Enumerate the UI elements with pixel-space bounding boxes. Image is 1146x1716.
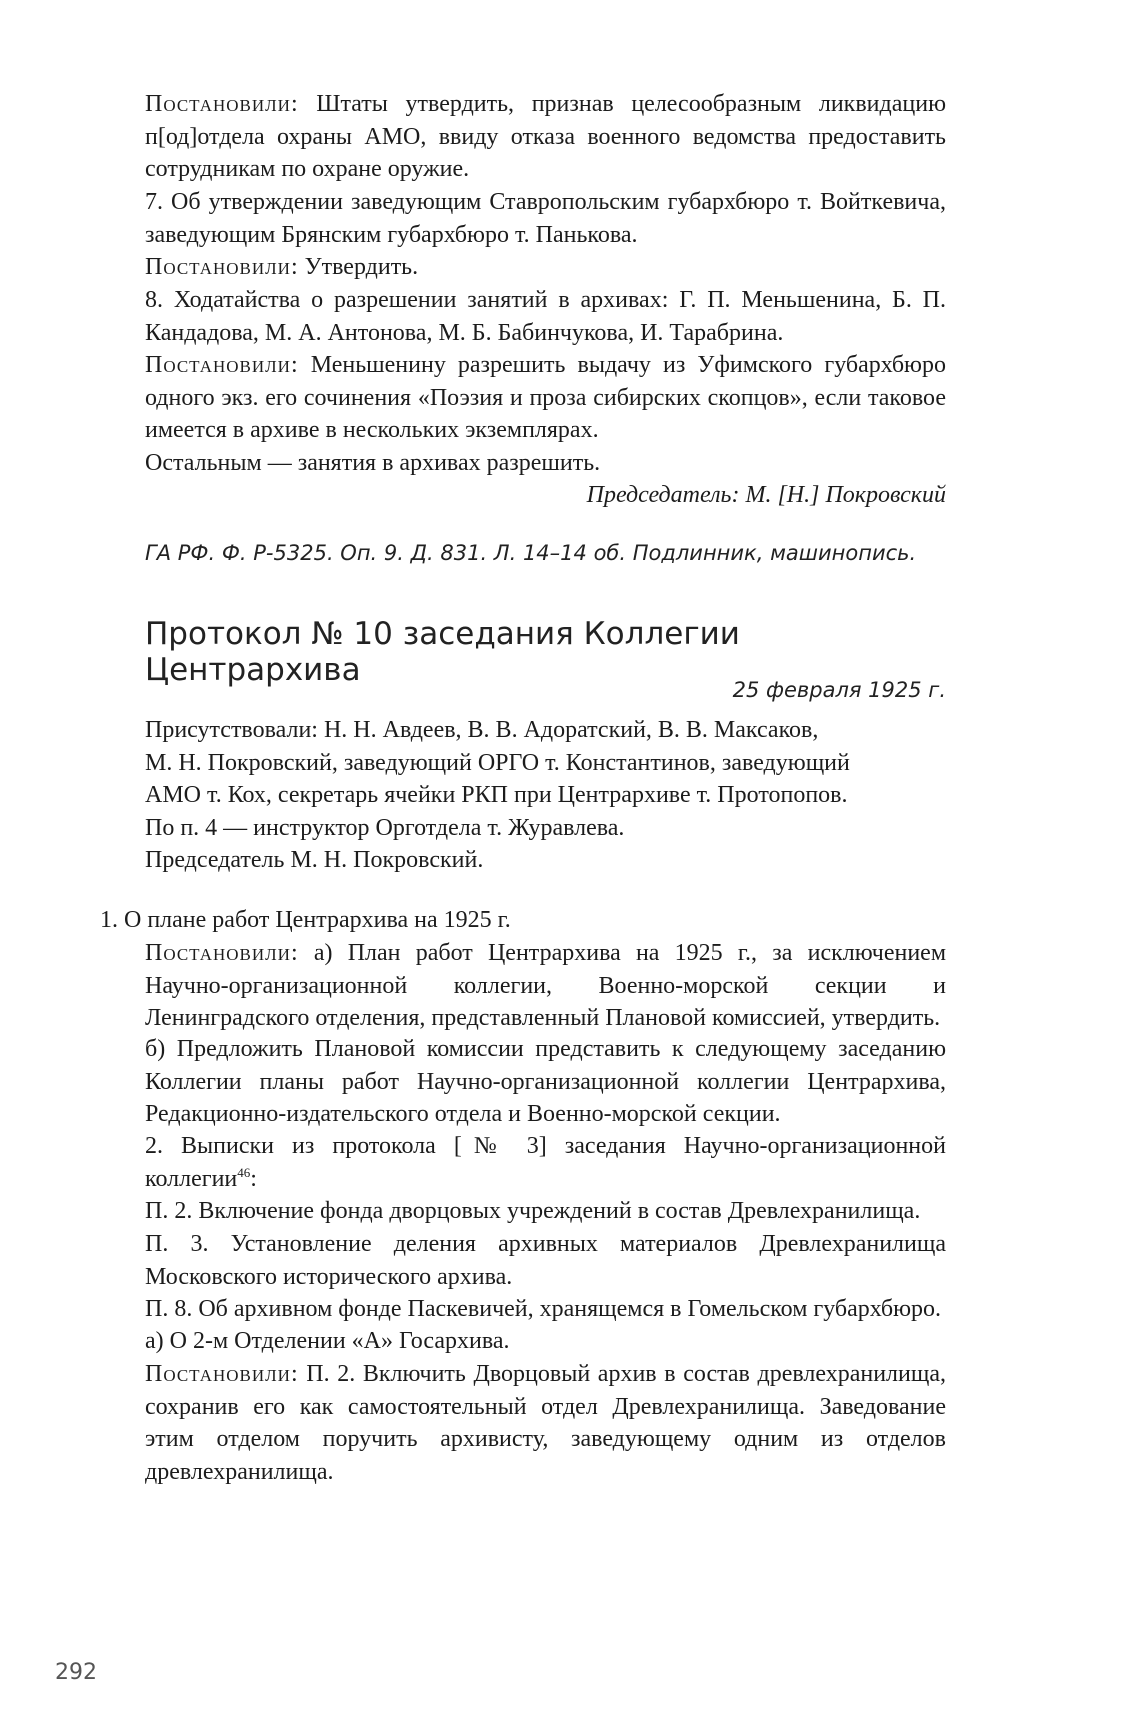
- point-a: а) О 2-м Отделении «А» Госархива.: [145, 1328, 510, 1354]
- resolved-label: Постановили:: [145, 91, 299, 117]
- attendees-line: Председатель М. Н. Покровский.: [145, 847, 484, 873]
- resolved-label: Постановили:: [145, 940, 299, 966]
- resolved-label: Постановили:: [145, 254, 299, 280]
- attendees-line: АМО т. Кох, секретарь ячейки РКП при Центрархиве т. Протопопов.: [145, 782, 848, 808]
- resolved-label: Постановили:: [145, 1361, 299, 1387]
- point-3: П. 3. Установление деления архивных материалов Древлехранилища Московского исторического архива.: [145, 1231, 946, 1290]
- resolution-plan-b: б) Предложить Плановой комиссии представить к следующему заседанию Коллегии планы работ Научно-организационной коллегии Центрархива, Редакционно-издательского отдела и Военно-морской секции.: [145, 1036, 946, 1127]
- attendees-line: М. Н. Покровский, заведующий ОРГО т. Константинов, заведующий: [145, 749, 850, 776]
- resolved-label: Постановили:: [145, 352, 299, 378]
- attendees-block: [145, 714, 946, 877]
- point-8: П. 8. Об архивном фонде Паскевичей, хранящемся в Гомельском губархбюро.: [145, 1296, 942, 1322]
- resolution-palace-archive: Постановили: П. 2. Включить Дворцовый архив в состав древлехранилища, сохранив его как самостоятельный отдел Древлехранилища. Заведование этим отделом поручить архивисту, заведующему одним из отделов древлехранилища.: [145, 1361, 946, 1485]
- item-1-heading: 1. О плане работ Центрархива на 1925 г.: [100, 907, 511, 933]
- page-number: 292: [55, 1660, 97, 1685]
- item-2: 2. Выписки из протокола [№ 3] заседания Научно-организационной коллегии$^{46}$:: [145, 1133, 946, 1192]
- protocol-title: Протокол № 10 заседания Коллегии Центрархива: [145, 616, 740, 688]
- resolution-plan: Постановили: а) План работ Центрархива на 1925 г., за исключением Научно-организационной коллегии, Военно-морской секции и Ленинградского отделения, представленный Плановой комиссией, утвердить.: [145, 940, 946, 1031]
- item-7: 7. Об утверждении заведующим Ставропольским губархбюро т. Войткевича, заведующим Брянским губархбюро т. Панькова.: [145, 189, 946, 248]
- resolution-staff: Постановили: Штаты утвердить, признав целесообразным ликвидацию п[од]отдела охраны АМО, ввиду отказа военного ведомства предоставить сотрудникам по охране оружие.: [145, 91, 946, 182]
- attendees-line: Присутствовали: Н. Н. Авдеев, В. В. Адоратский, В. В. Максаков,: [145, 717, 819, 743]
- item-8: 8. Ходатайства о разрешении занятий в архивах: Г. П. Меньшенина, Б. П. Кандадова, М. А. Антонова, М. Б. Бабинчукова, И. Тарабрина.: [145, 287, 946, 346]
- attendees-line: По п. 4 — инструктор Орготдела т. Журавлева.: [145, 814, 625, 841]
- resolution-approve: Постановили: Утвердить.: [145, 254, 419, 280]
- protocol-date: 25 февраля 1925 г.: [732, 678, 946, 702]
- resolution-menshenin: Постановили: Меньшенину разрешить выдачу из Уфимского губархбюро одного экз. его сочинения «Поэзия и проза сибирских скопцов», если таковое имеется в архиве в нескольких экземплярах.: [145, 352, 946, 443]
- archive-source-reference: ГА РФ. Ф. Р-5325. Оп. 9. Д. 831. Л. 14–14 об. Подлинник, машинопись.: [145, 541, 917, 565]
- point-2: П. 2. Включение фонда дворцовых учреждений в состав Древлехранилища.: [145, 1198, 921, 1224]
- resolution-others: Остальным — занятия в архивах разрешить.: [145, 450, 601, 476]
- chairman-signature: Председатель: М. [Н.] Покровский: [586, 482, 946, 508]
- footnote-ref[interactable]: 46: [237, 1164, 251, 1180]
